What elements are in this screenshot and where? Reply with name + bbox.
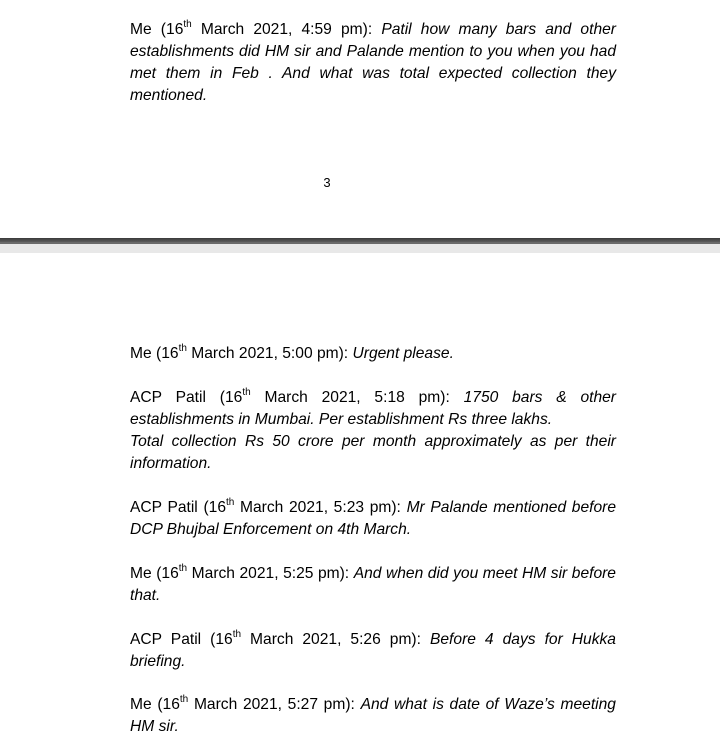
entry-speaker: Me — [130, 21, 152, 38]
chat-entry: ACP Patil (16th March 2021, 5:23 pm): Mr Palande mentioned before DCP Bhujbal Enforcement on 4th March. — [130, 496, 616, 538]
chat-entry: Me (16th March 2021, 4:59 pm): Patil how many bars and other establishments did HM sir and Palande mention to you when you had met them in Feb . And what was total expected collection they mentioned. — [130, 18, 616, 104]
entry-day: 16 — [161, 345, 179, 362]
entry-timestamp: March 2021, 5:00 pm): — [191, 345, 349, 362]
entry-day: 16 — [224, 389, 243, 406]
entry-ordinal: th — [232, 628, 242, 640]
chat-entry: ACP Patil (16th March 2021, 5:26 pm): Before 4 days for Hukka briefing. — [130, 628, 616, 670]
entry-timestamp: March 2021, 4:59 pm): — [200, 21, 373, 38]
page-separator — [0, 238, 720, 253]
entry-ordinal: th — [242, 386, 251, 398]
entry-timestamp: March 2021, 5:25 pm): — [191, 565, 350, 582]
entry-day: 16 — [162, 696, 180, 713]
page-separator-edge — [0, 242, 720, 244]
entry-day: 16 — [166, 21, 184, 38]
entry-message: Urgent please. — [352, 345, 454, 362]
entry-speaker: ACP Patil — [130, 389, 206, 406]
document-page-bottom — [0, 253, 720, 749]
entry-message-continued: Total collection Rs 50 crore per month approximately as per their information. — [130, 433, 616, 472]
entry-ordinal: th — [226, 496, 235, 508]
entry-speaker: ACP Patil — [130, 631, 202, 648]
entry-speaker: Me — [130, 345, 152, 362]
entry-timestamp: March 2021, 5:26 pm): — [250, 631, 421, 648]
entry-message: Before 4 days for Hukka briefing. — [130, 631, 616, 670]
entry-message: 1750 bars & other establishments in Mumbai. Per establishment Rs three lakhs. — [130, 389, 616, 428]
chat-entry: Me (16th March 2021, 5:27 pm): And what is date of Waze’s meeting HM sir. — [130, 693, 616, 735]
page-number: 3 — [323, 175, 331, 190]
entry-ordinal: th — [179, 693, 189, 705]
entry-speaker: Me — [130, 565, 152, 582]
entry-ordinal: th — [178, 342, 187, 354]
entry-timestamp: March 2021, 5:23 pm): — [240, 499, 401, 516]
entry-message: And when did you meet HM sir before that. — [130, 565, 616, 604]
entry-timestamp: March 2021, 5:27 pm): — [193, 696, 355, 713]
entry-ordinal: th — [183, 18, 192, 30]
entry-ordinal: th — [178, 562, 188, 574]
chat-entry: Me (16th March 2021, 5:25 pm): And when did you meet HM sir before that. — [130, 562, 616, 604]
entry-message: Patil how many bars and other establishments did HM sir and Palande mention to you when you had met them in Feb . And what was total expected collection they mentioned. — [130, 21, 616, 104]
entry-day: 16 — [215, 631, 233, 648]
entry-speaker: ACP Patil — [130, 499, 198, 516]
entry-speaker: Me — [130, 696, 152, 713]
entry-message: Mr Palande mentioned before DCP Bhujbal Enforcement on 4th March. — [130, 499, 616, 538]
document-page-top — [0, 0, 720, 238]
entry-timestamp: March 2021, 5:18 pm): — [264, 389, 450, 406]
entry-day: 16 — [208, 499, 226, 516]
entry-day: 16 — [161, 565, 179, 582]
chat-entry: ACP Patil (16th March 2021, 5:18 pm): 1750 bars & other establishments in Mumbai. Per establishment Rs three lakhs. Total collection Rs 50 crore per month approximately as per their information. — [130, 386, 616, 472]
entry-message: And what is date of Waze’s meeting HM sir. — [130, 696, 616, 735]
chat-entry: Me (16th March 2021, 5:00 pm): Urgent please. — [130, 342, 454, 362]
